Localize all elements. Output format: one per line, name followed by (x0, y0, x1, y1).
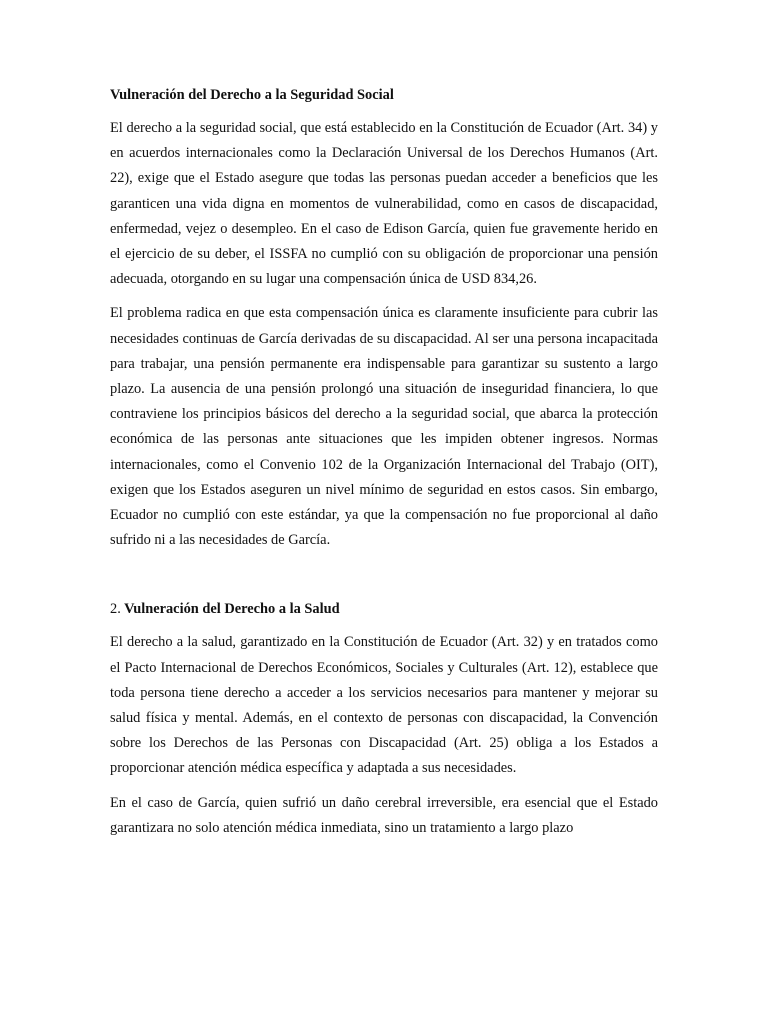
paragraph: En el caso de García, quien sufrió un daño cerebral irreversible, era esencial que el Estado garantizara no solo atención médica inmediata, sino un tratamiento a largo plazo (110, 794, 658, 836)
section-heading-text: Vulneración del Derecho a la Salud (124, 601, 340, 618)
paragraph: El derecho a la seguridad social, que está establecido en la Constitución de Ecuador (Art. 34) y en acuerdos internacionales como la Declaración Universal de los Derechos Humanos (Art. 22), exige que el Estado asegure que todas las personas puedan acceder a beneficios que les garanticen una vida digna en momentos de vulnerabilidad, como en casos de discapacidad, enfermedad, vejez o desempleo. En el caso de Edison García, quien fue gravemente herido en el ejercicio de su deber, el ISSFA no cumplió con su obligación de proporcionar una pensión adecuada, otorgando en su lugar una compensación única de USD 834,26. (110, 120, 658, 288)
document-page (110, 84, 658, 850)
section-heading-health (110, 598, 658, 620)
section-heading-social-security: Vulneración del Derecho a la Seguridad Social (110, 87, 394, 103)
paragraph: El problema radica en que esta compensación única es claramente insuficiente para cubrir las necesidades continuas de García derivadas de su discapacidad. Al ser una persona incapacitada para trabajar, una pensión permanente era indispensable para garantizar su sustento a largo plazo. La ausencia de una pensión prolongó una situación de inseguridad financiera, lo que contraviene los principios básicos del derecho a la seguridad social, que abarca la protección económica de las personas ante situaciones que les impiden obtener ingresos. Normas internacionales, como el Convenio 102 de la Organización Internacional del Trabajo (OIT), exigen que los Estados aseguren un nivel mínimo de seguridad en estos casos. Sin embargo, Ecuador no cumplió con este estándar, ya que la compensación no fue proporcional al daño sufrido ni a las necesidades de García. (110, 305, 658, 549)
section-number: 2. (110, 601, 121, 618)
paragraph: El derecho a la salud, garantizado en la Constitución de Ecuador (Art. 32) y en tratados como el Pacto Internacional de Derechos Económicos, Sociales y Culturales (Art. 12), establece que toda persona tiene derecho a acceder a los servicios necesarios para mantener y mejorar su salud física y mental. Además, en el contexto de personas con discapacidad, la Convención sobre los Derechos de las Personas con Discapacidad (Art. 25) obliga a los Estados a proporcionar atención médica específica y adaptada a sus necesidades. (110, 634, 658, 777)
section-spacer (110, 562, 658, 598)
